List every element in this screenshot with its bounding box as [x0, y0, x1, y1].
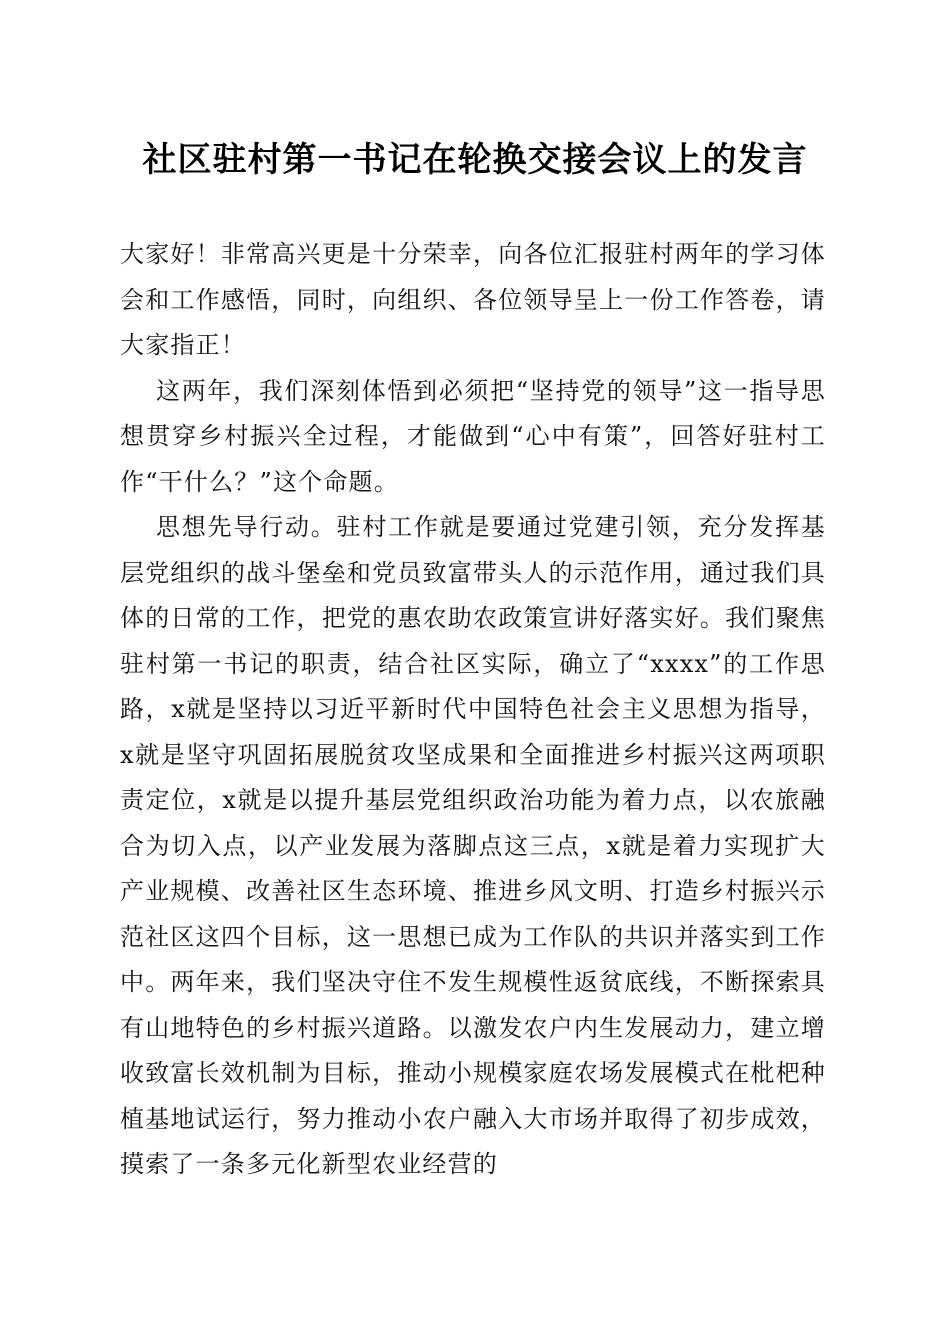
document-title: 社区驻村第一书记在轮换交接会议上的发言: [142, 140, 808, 180]
paragraph-greeting: 大家好！非常高兴更是十分荣幸，向各位汇报驻村两年的学习体会和工作感悟，同时，向组织、各位领导呈上一份工作答卷，请大家指正！: [120, 240, 826, 359]
document-body: [120, 232, 826, 1188]
paragraph-work-approach: 思想先导行动。驻村工作就是要通过党建引领，充分发挥基层党组织的战斗堡垒和党员致富带头人的示范作用，通过我们具体的日常的工作，把党的惠农助农政策宣讲好落实好。我们聚焦驻村第一书记的职责，结合社区实际，确立了“xxxx”的工作思路，x就是坚持以习近平新时代中国特色社会主义思想为指导，x就是坚守巩固拓展脱贫攻坚成果和全面推进乡村振兴这两项职责定位，x就是以提升基层党组织政治功能为着力点，以农旅融合为切入点，以产业发展为落脚点这三点，x就是着力实现扩大产业规模、改善社区生态环境、推进乡风文明、打造乡村振兴示范社区这四个目标，这一思想已成为工作队的共识并落实到工作中。两年来，我们坚决守住不发生规模性返贫底线，不断探索具有山地特色的乡村振兴道路。以激发农户内生发展动力，建立增收致富长效机制为目标，推动小规模家庭农场发展模式在枇杷种植基地试运行，努力推动小农户融入大市场并取得了初步成效，摸索了一条多元化新型农业经营的: [120, 513, 826, 1178]
paragraph-leadership: 这两年，我们深刻体悟到必须把“坚持党的领导”这一指导思想贯穿乡村振兴全过程，才能做到“心中有策”，回答好驻村工作“干什么？”这个命题。: [120, 376, 826, 496]
